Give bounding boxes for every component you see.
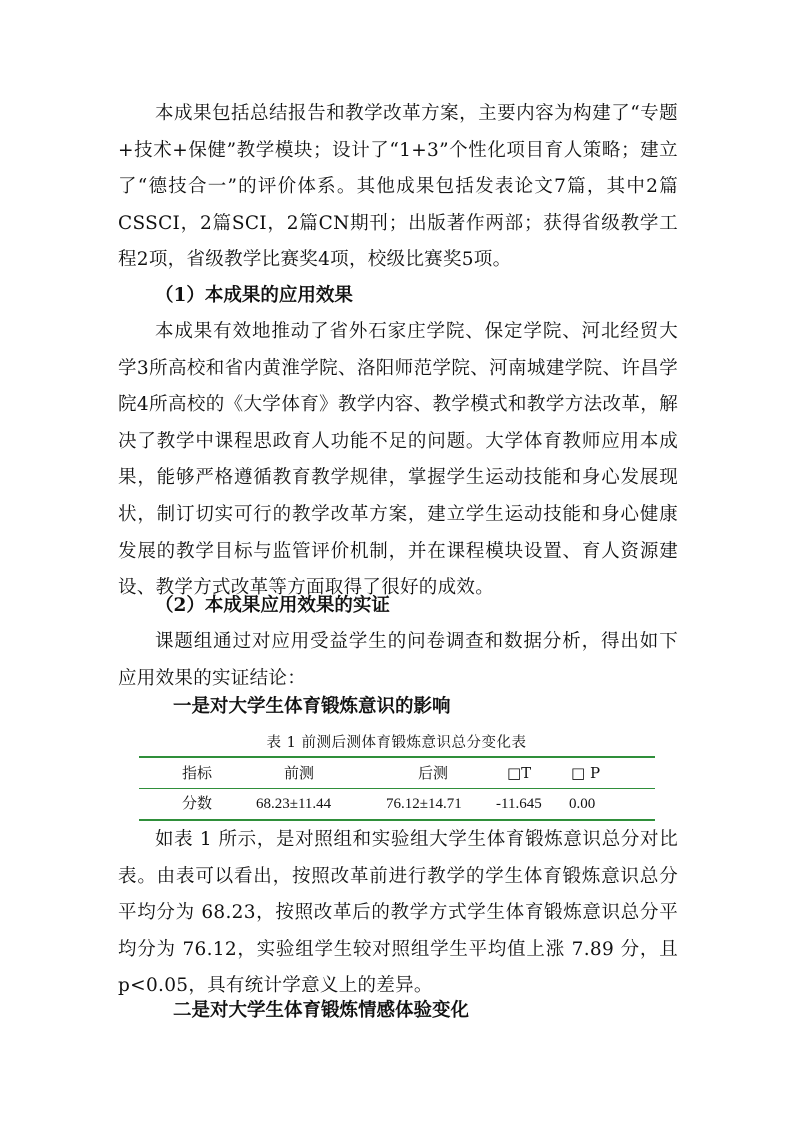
application-paragraph: 本成果有效地推动了省外石家庄学院、保定学院、河北经贸大学3所高校和省内黄淮学院、洛阳师范学院、河南城建学院、许昌学院4所高校的《大学体育》教学内容、教学模式和教学方法改革，解决了教学中课程思政育人功能不足的问题。大学体育教师应用本成果，能够严格遵循教育教学规律，掌握学生运动技能和身心发展现状，制订切实可行的教学改革方案，建立学生运动技能和身心健康发展的教学目标与监管评价机制，并在课程模块设置、育人资源建设、教学方式改革等方面取得了很好的成效。	[118, 321, 678, 599]
table-cell-t: -11.645	[496, 796, 542, 812]
analysis-paragraph: 如表 1 所示，是对照组和实验组大学生体育锻炼意识总分对比表。由表可以看出，按照改革前进行教学的学生体育锻炼意识总分平均分为 68.23，按照改革后的教学方式学生体育锻炼意识总分平均分为 76.12，实验组学生较对照组学生平均值上涨 7.89 分，且 p<0.05，具有统计学意义上的差异。	[118, 829, 678, 997]
section-heading-application: （1）本成果的应用效果	[155, 285, 353, 306]
table-cell-posttest: 76.12±14.71	[386, 796, 462, 812]
sub-heading-emotion: 二是对大学生体育锻炼情感体验变化	[173, 1000, 470, 1021]
section-heading-evidence: （2）本成果应用效果的实证	[155, 595, 390, 616]
table-caption: 表 1 前测后测体育锻炼意识总分变化表	[266, 735, 527, 751]
table-top-rule	[139, 756, 655, 758]
table-header-pretest: 前测	[284, 764, 315, 782]
table-header-posttest: 后测	[418, 764, 449, 782]
table-cell-indicator: 分数	[182, 796, 213, 812]
table-cell-p: 0.00	[569, 796, 596, 812]
table-header-p: □ P	[571, 764, 601, 782]
table-header-t: □T	[507, 764, 532, 782]
table-header-rule	[139, 788, 655, 789]
table-header-indicator: 指标	[182, 764, 213, 782]
table-cell-pretest: 68.23±11.44	[256, 796, 332, 812]
evidence-intro-paragraph: 课题组通过对应用受益学生的问卷调查和数据分析，得出如下应用效果的实证结论：	[118, 631, 678, 689]
sub-heading-awareness: 一是对大学生体育锻炼意识的影响	[173, 696, 451, 717]
summary-paragraph: 本成果包括总结报告和教学改革方案，主要内容为构建了“专题+技术+保健”教学模块；设计了“1+3”个性化项目育人策略；建立了“德技合一”的评价体系。其他成果包括发表论文7篇，其中2篇CSSCI，2篇SCI，2篇CN期刊；出版著作两部；获得省级教学工程2项，省级教学比赛奖4项，校级比赛奖5项。	[118, 103, 678, 271]
table-bottom-rule	[139, 819, 655, 821]
